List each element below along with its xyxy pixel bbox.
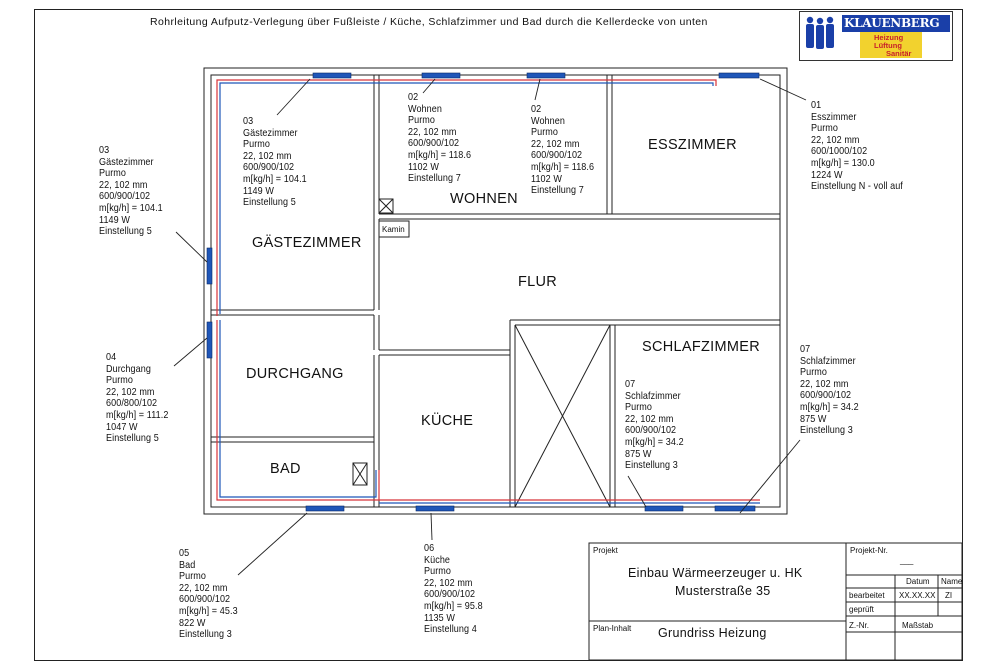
radiator-label-line: 07 [625, 378, 636, 390]
radiator-label-line: 1102 W [408, 160, 439, 173]
radiator-label-line: 07 [800, 343, 811, 355]
radiator-label-05 [179, 548, 238, 641]
radiator-label-line: Purmo [424, 565, 452, 578]
logo-line-3: Sanitär [886, 49, 912, 58]
radiator-label-line: Purmo [106, 374, 134, 387]
radiator-label-line: 1135 W [424, 611, 455, 624]
radiator-label-line: Einstellung 5 [243, 196, 296, 209]
logo-name: KLAUENBERG [844, 16, 940, 30]
radiator-label-line: m[kg/h] = 118.6 [531, 160, 595, 173]
titleblock-datum-label: Datum [906, 577, 930, 586]
radiator-label-line: 22, 102 mm [531, 137, 580, 150]
titleblock-bearbeitet-name: ZI [945, 591, 953, 600]
room-esszimmer: ESSZIMMER [648, 137, 737, 153]
radiator-label-line: 875 W [800, 412, 827, 425]
radiator-label-03a [243, 116, 307, 209]
radiator-label-line: Gästezimmer [243, 126, 298, 139]
radiator-label-line: Einstellung N - voll auf [811, 180, 903, 193]
radiator-label-line: Einstellung 7 [408, 172, 461, 185]
radiator-label-line: 22, 102 mm [179, 581, 228, 594]
room-bad: BAD [270, 461, 301, 477]
radiator-label-line: Wohnen [531, 114, 565, 127]
titleblock-massstab-label: Maßstab [902, 621, 934, 630]
radiator-label-line: 600/900/102 [424, 588, 476, 601]
radiator-label-line: m[kg/h] = 45.3 [179, 604, 238, 617]
room-schlafzimmer: SCHLAFZIMMER [642, 339, 760, 355]
radiator-label-line: 04 [106, 351, 117, 363]
radiator-label-line: 600/900/102 [408, 137, 460, 150]
room-kueche: KÜCHE [421, 413, 474, 429]
radiator-label-line: Wohnen [408, 102, 442, 115]
radiator-label-line: 822 W [179, 616, 206, 629]
radiator-label-line: Einstellung 3 [800, 424, 853, 437]
radiator-label-02a [408, 92, 471, 185]
radiator-label-02b [531, 104, 594, 197]
radiator-label-line: m[kg/h] = 34.2 [800, 400, 859, 413]
radiator-label-line: Küche [424, 553, 451, 566]
label-kamin: Kamin [382, 225, 405, 234]
radiator-label-line: Schlafzimmer [800, 354, 856, 367]
plan-title: Rohrleitung Aufputz-Verlegung über Fußleiste / Küche, Schlafzimmer und Bad durch die Kellerdecke von unten [150, 16, 708, 28]
titleblock-projekt-label: Projekt [593, 546, 618, 555]
logo-line-2: Lüftung [874, 41, 902, 50]
radiator-label-line: 600/1000/102 [811, 145, 868, 158]
radiator-label-line: Einstellung 5 [106, 432, 159, 445]
titleblock-plan-value: Grundriss Heizung [658, 626, 767, 640]
titleblock-geprueft-label: geprüft [849, 605, 874, 614]
radiator-label-line: 600/800/102 [106, 397, 158, 410]
radiator-label-07a [625, 379, 684, 472]
room-wohnen: WOHNEN [450, 191, 518, 207]
titleblock-bearbeitet-datum: XX.XX.XX [899, 591, 936, 600]
radiator-label-line: Purmo [800, 366, 828, 379]
radiator-label-line: 02 [408, 91, 419, 103]
radiator-label-line: Purmo [531, 126, 559, 139]
radiator-label-line: Purmo [625, 401, 653, 414]
radiator-label-line: Einstellung 5 [99, 225, 152, 238]
radiator-label-line: 1047 W [106, 420, 138, 433]
radiator-label-line: 600/900/102 [179, 593, 231, 606]
radiator-label-line: 22, 102 mm [424, 576, 473, 589]
radiator-label-line: 22, 102 mm [408, 125, 457, 138]
radiator-label-line: m[kg/h] = 95.8 [424, 599, 483, 612]
radiator-label-line: Purmo [179, 570, 207, 583]
radiator-label-line: 1102 W [531, 172, 562, 185]
radiator-label-line: 22, 102 mm [811, 133, 860, 146]
radiator-label-line: Gästezimmer [99, 155, 154, 168]
radiator-label-line: m[kg/h] = 34.2 [625, 435, 684, 448]
radiator-label-line: Durchgang [106, 362, 151, 375]
radiator-label-line: Einstellung 7 [531, 184, 584, 197]
radiator-label-line: m[kg/h] = 118.6 [408, 148, 472, 161]
radiator-label-line: 600/900/102 [531, 149, 583, 162]
radiator-label-01 [811, 100, 903, 193]
radiator-label-04 [106, 352, 168, 445]
radiator-label-line: Purmo [408, 114, 436, 127]
radiator-label-line: 22, 102 mm [106, 385, 155, 398]
radiator-label-line: 22, 102 mm [243, 149, 292, 162]
radiator-label-07b [800, 344, 859, 437]
titleblock-plan-label: Plan-Inhalt [593, 624, 632, 633]
radiator-label-line: 600/900/102 [625, 424, 677, 437]
radiator-label-line: m[kg/h] = 111.2 [106, 408, 169, 421]
radiator-label-line: 03 [243, 115, 254, 127]
room-gaestezimmer: GÄSTEZIMMER [252, 235, 362, 251]
radiator-label-line: 1149 W [99, 213, 130, 226]
titleblock-projekt-line-1: Einbau Wärmeerzeuger u. HK [628, 566, 803, 580]
titleblock-znr-label: Z.-Nr. [849, 621, 869, 630]
radiator-label-line: 22, 102 mm [625, 412, 674, 425]
radiator-label-line: Einstellung 4 [424, 623, 477, 636]
radiator-label-line: 1224 W [811, 168, 843, 181]
radiator-label-line: 02 [531, 103, 542, 115]
radiator-label-line: Purmo [811, 122, 839, 135]
radiator-label-line: 01 [811, 99, 822, 111]
room-durchgang: DURCHGANG [246, 366, 344, 382]
room-flur: FLUR [518, 274, 558, 290]
titleblock-name-label: Name [941, 577, 963, 586]
radiator-label-line: Einstellung 3 [179, 628, 232, 641]
titleblock-projektnr-label: Projekt-Nr. [850, 546, 888, 555]
radiator-label-line: 05 [179, 547, 190, 559]
radiator-label-line: 22, 102 mm [800, 377, 849, 390]
radiator-label-line: 06 [424, 542, 435, 554]
radiator-label-line: Schlafzimmer [625, 389, 681, 402]
radiator-label-line: m[kg/h] = 104.1 [99, 201, 163, 214]
radiator-label-line: 875 W [625, 447, 652, 460]
radiator-label-line: m[kg/h] = 130.0 [811, 156, 875, 169]
radiator-label-line: Purmo [243, 138, 271, 151]
radiator-label-line: 22, 102 mm [99, 178, 148, 191]
radiator-label-line: 03 [99, 144, 110, 156]
radiator-label-line: Bad [179, 558, 196, 571]
logo-line-1: Heizung [874, 33, 904, 42]
radiator-label-line: Purmo [99, 167, 127, 180]
radiator-label-line: m[kg/h] = 104.1 [243, 172, 307, 185]
titleblock-projektnr-value: ___ [900, 556, 914, 565]
radiator-label-line: 600/900/102 [243, 161, 295, 174]
radiator-label-06 [424, 543, 483, 636]
titleblock-bearbeitet-label: bearbeitet [849, 591, 885, 600]
titleblock-projekt-line-2: Musterstraße 35 [675, 584, 771, 598]
radiator-label-line: Einstellung 3 [625, 459, 678, 472]
radiator-label-line: Esszimmer [811, 110, 857, 123]
radiator-label-line: 600/900/102 [99, 190, 151, 203]
radiator-label-03b [99, 145, 163, 238]
radiator-label-line: 600/900/102 [800, 389, 852, 402]
radiator-label-line: 1149 W [243, 184, 274, 197]
